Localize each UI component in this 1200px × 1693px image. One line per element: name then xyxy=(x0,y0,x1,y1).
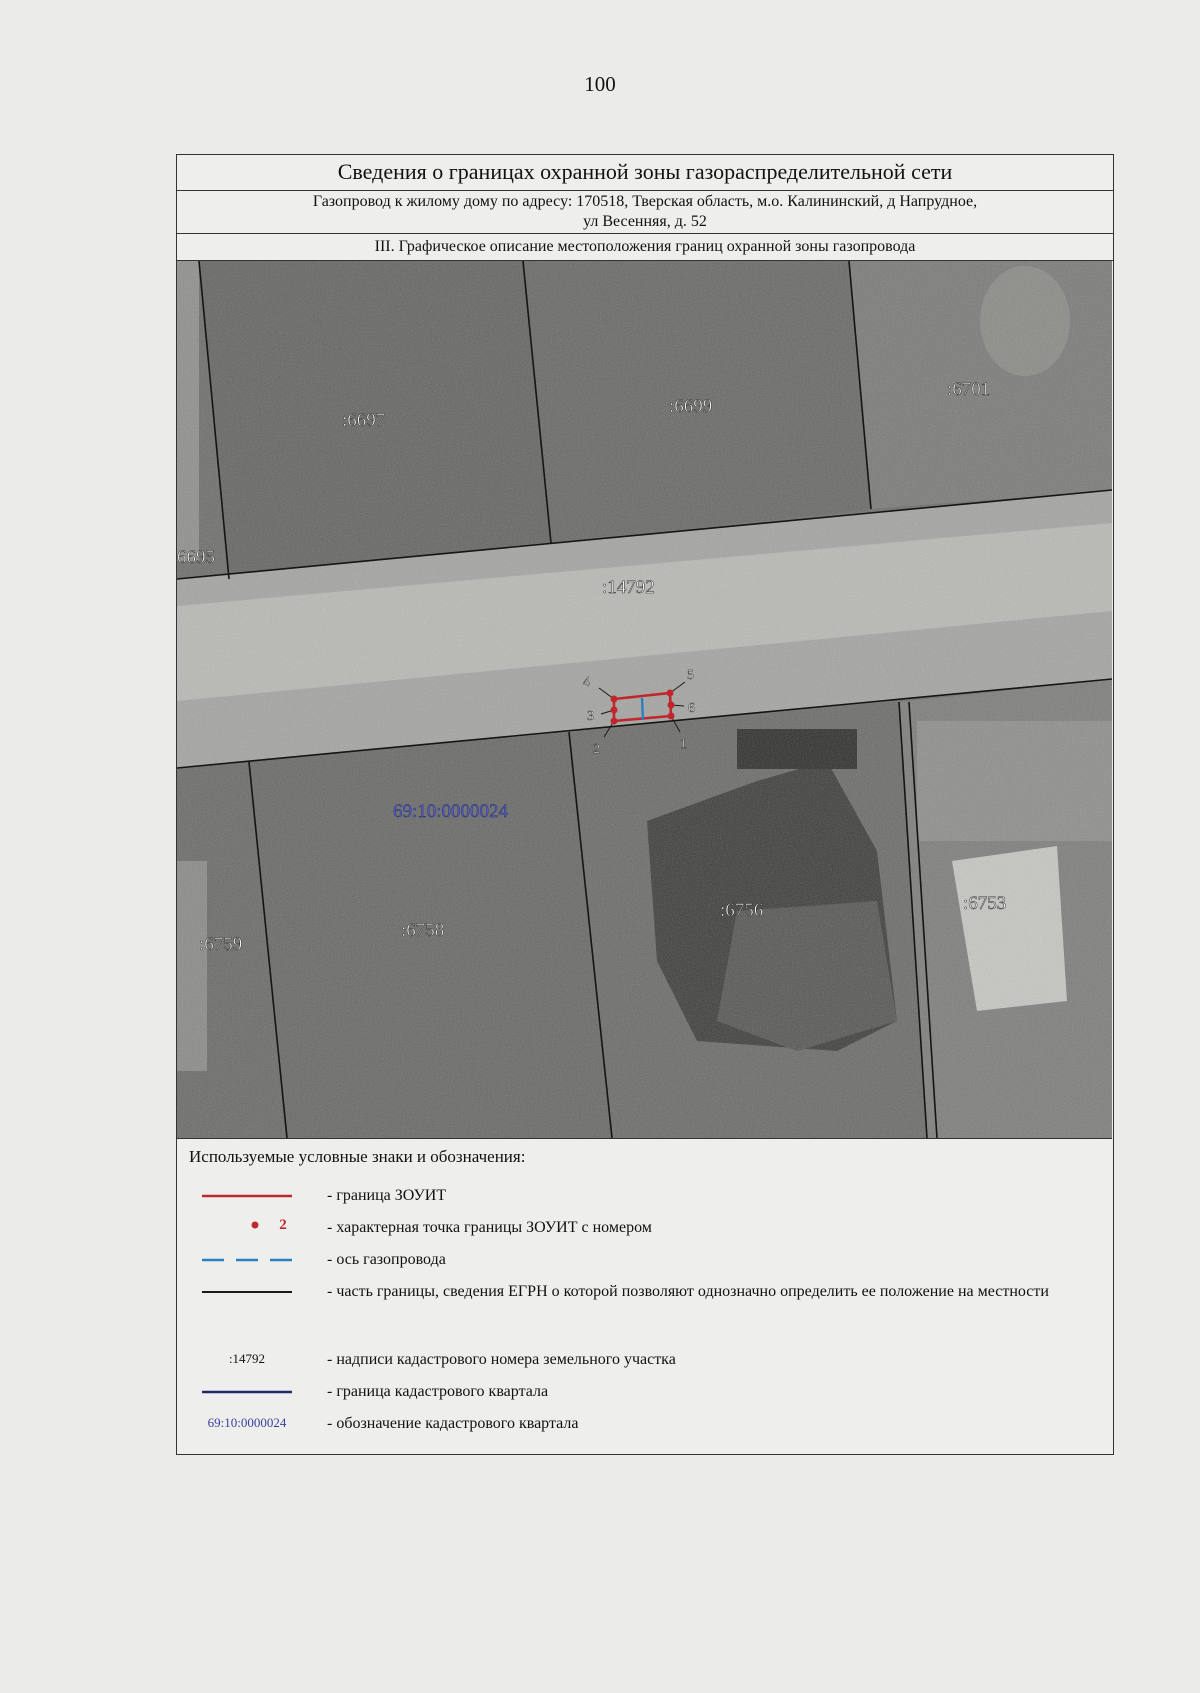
object-description-line-2: ул Весенняя, д. 52 xyxy=(583,213,707,230)
zone-point-label: 5 xyxy=(687,668,694,683)
parcel-label: 6695 xyxy=(177,547,215,568)
legend-quarter-sample-text: 69:10:0000024 xyxy=(207,1415,287,1430)
legend-text: - характерная точка границы ЗОУИТ с номером xyxy=(327,1219,652,1236)
legend-text: - граница ЗОУИТ xyxy=(327,1187,447,1204)
legend-point-sample: 2 xyxy=(279,1217,287,1233)
zone-point-label: 6 xyxy=(688,701,695,716)
object-description-line-1: Газопровод к жилому дому по адресу: 170518, Тверская область, м.о. Калининский, д Напрудное, xyxy=(312,193,978,210)
zone-point xyxy=(668,702,675,709)
parcel-label: :6756 xyxy=(720,900,764,921)
map-svg xyxy=(177,261,1112,1138)
zone-point xyxy=(611,718,618,725)
parcel-label: :6753 xyxy=(963,893,1007,914)
page-number: 100 xyxy=(584,72,616,96)
zone-point-label: 4 xyxy=(583,675,590,690)
legend-parcel-sample-text: :14792 xyxy=(228,1351,266,1366)
map-area xyxy=(177,261,1112,1139)
legend-quarter-label-sample xyxy=(197,1407,297,1439)
legend-text: - надписи кадастрового номера земельного участка xyxy=(327,1351,676,1368)
zone-point xyxy=(611,707,618,714)
legend-text: - обозначение кадастрового квартала xyxy=(327,1415,579,1432)
legend-row xyxy=(177,1275,1112,1323)
parcel-label: :6758 xyxy=(401,920,445,941)
legend-row xyxy=(177,1243,1112,1275)
legend-title: Используемые условные знаки и обозначения: xyxy=(189,1147,526,1166)
legend-blue-dashed-line-icon xyxy=(197,1243,297,1275)
zone-point-label: 1 xyxy=(680,737,687,752)
legend-black-line-icon xyxy=(197,1275,297,1307)
object-description xyxy=(177,191,1113,234)
document-title: Сведения о границах охранной зоны газораспределительной сети xyxy=(177,155,1113,191)
legend-text: - ось газопровода xyxy=(327,1251,446,1268)
legend-red-line-icon xyxy=(197,1179,297,1211)
zone-point xyxy=(668,713,675,720)
quarter-label: 69:10:0000024 xyxy=(393,801,509,822)
section-title: III. Графическое описание местоположения границ охранной зоны газопровода xyxy=(177,234,1113,261)
legend-text: - граница кадастрового квартала xyxy=(327,1383,549,1400)
legend-text: - часть границы, сведения ЕГРН о которой позволяют однозначно определить ее положение на местности xyxy=(327,1283,1049,1300)
zone-point-label: 3 xyxy=(587,709,594,724)
parcel-label: :6701 xyxy=(947,379,991,400)
zone-point xyxy=(667,690,674,697)
document-frame xyxy=(176,154,1114,1455)
legend-row xyxy=(177,1375,1112,1407)
parcel-label: :6699 xyxy=(669,396,713,417)
gas-pipe-axis xyxy=(642,698,643,720)
parcel-label: :6759 xyxy=(199,934,243,955)
parcel-label: :14792 xyxy=(602,577,655,598)
legend-row xyxy=(177,1343,1112,1375)
zone-point xyxy=(611,696,618,703)
legend-parcel-label-sample xyxy=(197,1343,297,1375)
parcel-label: :6697 xyxy=(342,410,386,431)
legend-navy-line-icon xyxy=(197,1375,297,1407)
legend-row xyxy=(177,1211,1112,1243)
zone-point-label: 2 xyxy=(593,742,600,757)
legend-row xyxy=(177,1407,1112,1439)
legend-row xyxy=(177,1179,1112,1211)
